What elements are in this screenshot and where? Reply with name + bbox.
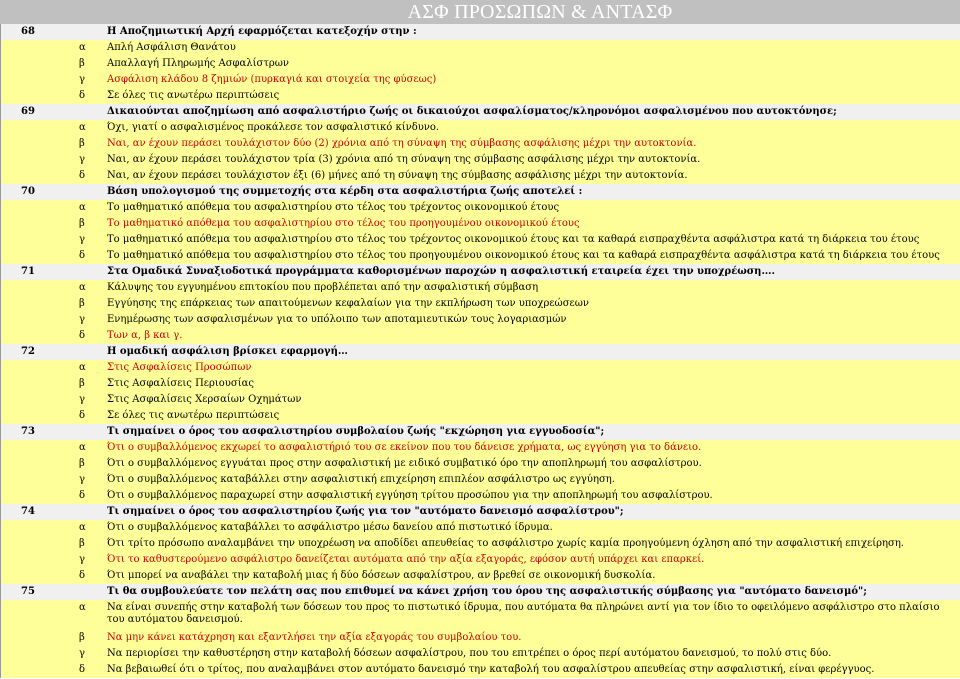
option-text: Στις Ασφαλίσεις Χερσαίων Οχημάτων	[107, 394, 302, 405]
option-text: Ότι ο συμβαλλόμενος εγγυάται προς στην ασφαλιστική με ειδικό συμβατικό όρο την αποπληρωμή του ασφαλίστρου.	[107, 458, 702, 469]
option-text: Ότι ο συμβαλλόμενος παραχωρεί στην ασφαλιστική εγγύηση τρίτου προσώπου για την αποπληρωμή του ασφαλίστρου.	[107, 490, 713, 501]
answer-option-row	[1, 630, 960, 646]
answer-option-row	[1, 472, 960, 488]
question-number: 74	[21, 506, 35, 517]
answer-option-row	[1, 568, 960, 584]
option-letter: α	[79, 202, 86, 213]
answer-option-row	[1, 662, 960, 678]
option-text: Σε όλες τις ανωτέρω περιπτώσεις	[107, 90, 280, 101]
answer-option-row	[1, 328, 960, 344]
option-letter: γ	[79, 554, 85, 565]
answer-option-row	[1, 296, 960, 312]
question-row	[1, 344, 960, 360]
option-letter: α	[79, 602, 86, 613]
option-letter: α	[79, 282, 86, 293]
answer-option-row	[1, 536, 960, 552]
option-letter: α	[79, 442, 86, 453]
option-text: Ότι ο συμβαλλόμενος καταβάλλει το ασφάλιστρο μέσω δανείου από πιστωτικό ίδρυμα.	[107, 522, 553, 533]
option-text: Ναι, αν έχουν περάσει τουλάχιστον τρία (3) χρόνια από τη σύναψη της σύμβασης ασφάλισης μέχρι την αυτοκτονία.	[107, 154, 701, 165]
option-letter: β	[79, 138, 85, 149]
answer-option-row	[1, 168, 960, 184]
sheet-title: ΑΣΦ ΠΡΟΣΩΠΩΝ & ΑΝΤΑΣΦ	[407, 0, 673, 23]
answer-option-row	[1, 520, 960, 536]
option-text: Απλή Ασφάλιση Θανάτου	[107, 42, 236, 53]
answer-option-row	[1, 408, 960, 424]
answer-option-row	[1, 216, 960, 232]
option-text: Στις Ασφαλίσεις Περιουσίας	[107, 378, 254, 389]
option-text: Το μαθηματικό απόθεμα του ασφαλιστηρίου στο τέλος του προηγουμένου οικονομικού έτους και τα καθαρά εισπραχθέντα ασφάλιστρα κατά τη διάρκεια του έτους	[107, 250, 940, 261]
answer-option-row	[1, 56, 960, 72]
option-letter: γ	[79, 154, 85, 165]
question-row	[1, 584, 960, 600]
option-text: Ότι τρίτο πρόσωπο αναλαμβάνει την υποχρέωση να αποδίδει απευθείας το ασφάλιστρο χωρίς καμία προηγούμενη όχληση από την ασφαλιστική επιχείρηση.	[107, 538, 904, 549]
question-text: Τι θα συμβουλεύατε τον πελάτη σας που επιθυμεί να κάνει χρήση του όρου της ασφαλιστικής σύμβασης για "αυτόματο δανεισμό";	[107, 586, 867, 597]
answer-option-row	[1, 488, 960, 504]
option-text: Να περιορίσει την καθυστέρηση στην καταβολή δόσεων ασφαλίστρου, που του επιτρέπει ο όρος περί αυτόματου δανεισμού, το πολύ στις δύο.	[107, 648, 832, 659]
question-row	[1, 24, 960, 40]
option-letter: β	[79, 378, 85, 389]
answer-option-row	[1, 152, 960, 168]
option-letter: δ	[79, 250, 86, 261]
option-letter: δ	[79, 490, 86, 501]
option-letter: γ	[79, 394, 85, 405]
option-letter: β	[79, 632, 85, 643]
question-number: 69	[21, 106, 35, 117]
option-letter: β	[79, 538, 85, 549]
question-number: 68	[21, 26, 35, 37]
question-text: Τι σημαίνει ο όρος του ασφαλιστηρίου συμβολαίου ζωής "εκχώρηση για εγγυοδοσία";	[107, 426, 605, 437]
question-text: Βάση υπολογισμού της συμμετοχής στα κέρδη στα ασφαλιστήρια ζωής αποτελεί :	[107, 186, 583, 197]
option-text: Όχι, γιατί ο ασφαλισμένος προκάλεσε τον ασφαλιστικό κίνδυνο.	[107, 122, 440, 133]
option-letter: β	[79, 58, 85, 69]
option-letter: β	[79, 458, 85, 469]
question-row	[1, 184, 960, 200]
answer-option-row	[1, 136, 960, 152]
correct-answer-text: Ότι το καθυστερούμενο ασφάλιστρο δανείζεται αυτόματα από την αξία εξαγοράς, εφόσον αυτή υπάρχει και επαρκεί.	[107, 554, 705, 565]
correct-answer-text: Ναι, αν έχουν περάσει τουλάχιστον δύο (2) χρόνια από τη σύναψη της σύμβασης ασφάλισης μέχρι την αυτοκτονία.	[107, 138, 697, 149]
option-text: Σε όλες τις ανωτέρω περιπτώσεις	[107, 410, 280, 421]
question-text: Η Αποζημιωτική Αρχή εφαρμόζεται κατεξοχήν στην :	[107, 26, 417, 37]
option-text: Ενημέρωσης των ασφαλισμένων για το υπόλοιπο των αποταμιευτικών τους λογαριασμών	[107, 314, 567, 325]
option-text: Το μαθηματικό απόθεμα του ασφαλιστηρίου στο τέλος του τρέχοντος οικονομικού έτους	[107, 202, 560, 213]
question-number: 75	[21, 586, 35, 597]
correct-answer-text: Ότι ο συμβαλλόμενος εκχωρεί το ασφαλιστήριό του σε εκείνον που του δάνεισε χρήματα, ως εγγύηση για το δάνειο.	[107, 442, 702, 453]
option-text: Απαλλαγή Πληρωμής Ασφαλίστρων	[107, 58, 290, 69]
answer-option-row	[1, 360, 960, 376]
option-letter: δ	[79, 330, 86, 341]
option-text: Ότι ο συμβαλλόμενος καταβάλλει στην ασφαλιστική επιχείρηση επιπλέον ασφάλιστρο ως εγγύηση.	[107, 474, 615, 485]
question-number: 73	[21, 426, 35, 437]
answer-option-row	[1, 440, 960, 456]
answer-option-row	[1, 392, 960, 408]
answer-option-row	[1, 312, 960, 328]
option-text: Να βεβαιωθεί ότι ο τρίτος, που αναλαμβάνει στον αυτόματο δανεισμό την καταβολή του ασφαλίστρου απευθείας στην ασφαλιστική, είναι φερέγγυος.	[107, 664, 875, 675]
option-letter: δ	[79, 570, 86, 581]
question-text: Στα Ομαδικά Συναξιοδοτικά προγράμματα καθορισμένων παροχών η ασφαλιστική εταιρεία έχει την υποχρέωση….	[107, 266, 775, 277]
question-number: 72	[21, 346, 35, 357]
option-letter: γ	[79, 234, 85, 245]
correct-answer-text: Στις Ασφαλίσεις Προσώπων	[107, 362, 252, 373]
option-letter: γ	[79, 474, 85, 485]
option-letter: β	[79, 298, 85, 309]
option-text: Ότι μπορεί να αναβάλει την καταβολή μιας ή δύο δόσεων ασφαλίστρου, αν βρεθεί σε οικονομική δυσκολία.	[107, 570, 656, 581]
question-text: Δικαιούνται αποζημίωση από ασφαλιστήριο ζωής οι δικαιούχοι ασφαλίσματος/κληρονόμοι ασφαλισμένου που αυτοκτόνησε;	[107, 106, 837, 117]
option-text: Να είναι συνεπής στην καταβολή των δόσεων του προς το πιστωτικό ίδρυμα, που αυτόματα θα πληρώνει αντί για τον ίδιο το οφειλόμενο ασφάλιστρο στο πλαίσιο του αυτόματου δανεισμού.	[107, 602, 940, 625]
question-text: Τι σημαίνει ο όρος του ασφαλιστηρίου ζωής για τον "αυτόματο δανεισμό ασφαλίστρου";	[107, 506, 624, 517]
option-letter: γ	[79, 314, 85, 325]
option-text: Εγγύησης της επάρκειας των απαιτούμενων κεφαλαίων για την εκπλήρωση των υποχρεώσεων	[107, 298, 589, 309]
option-text: Το μαθηματικό απόθεμα του ασφαλιστηρίου στο τέλος του τρέχοντος οικονομικού έτους και τα καθαρά εισπραχθέντα ασφάλιστρα κατά τη διάρκεια του έτους	[107, 234, 920, 245]
answer-option-row	[1, 200, 960, 216]
option-letter: δ	[79, 170, 86, 181]
correct-answer-text: Ασφάλιση κλάδου 8 ζημιών (πυρκαγιά και στοιχεία της φύσεως)	[107, 74, 437, 85]
question-row	[1, 104, 960, 120]
answer-option-row	[1, 232, 960, 248]
option-letter: δ	[79, 90, 86, 101]
question-number: 70	[21, 186, 35, 197]
question-table	[0, 24, 960, 678]
answer-option-row	[1, 120, 960, 136]
answer-option-row	[1, 376, 960, 392]
correct-answer-text: Να μην κάνει κατάχρηση και εξαντλήσει την αξία εξαγοράς του συμβολαίου του.	[107, 632, 522, 643]
option-letter: δ	[79, 664, 86, 675]
option-letter: α	[79, 362, 86, 373]
answer-option-row	[1, 600, 960, 630]
option-letter: δ	[79, 410, 86, 421]
answer-option-row	[1, 88, 960, 104]
answer-option-row	[1, 72, 960, 88]
option-letter: β	[79, 218, 85, 229]
question-number: 71	[21, 266, 35, 277]
option-letter: γ	[79, 74, 85, 85]
option-letter: α	[79, 522, 86, 533]
question-text: Η ομαδική ασφάλιση βρίσκει εφαρμογή…	[107, 346, 348, 357]
answer-option-row	[1, 40, 960, 56]
option-text: Κάλυψης του εγγυημένου επιτοκίου που προβλέπεται από την ασφαλιστική σύμβαση	[107, 282, 539, 293]
answer-option-row	[1, 280, 960, 296]
question-row	[1, 504, 960, 520]
sheet-header	[0, 0, 960, 24]
correct-answer-text: Το μαθηματικό απόθεμα του ασφαλιστηρίου στο τέλος του προηγουμένου οικονομικού έτους	[107, 218, 580, 229]
answer-option-row	[1, 552, 960, 568]
correct-answer-text: Των α, β και γ.	[107, 330, 183, 341]
question-row	[1, 424, 960, 440]
option-letter: γ	[79, 648, 85, 659]
answer-option-row	[1, 456, 960, 472]
option-letter: α	[79, 42, 86, 53]
answer-option-row	[1, 248, 960, 264]
option-text: Ναι, αν έχουν περάσει τουλάχιστον έξι (6) μήνες από τη σύναψη της σύμβασης ασφάλισης μέχρι την αυτοκτονία.	[107, 170, 688, 181]
question-row	[1, 264, 960, 280]
answer-option-row	[1, 646, 960, 662]
option-letter: α	[79, 122, 86, 133]
